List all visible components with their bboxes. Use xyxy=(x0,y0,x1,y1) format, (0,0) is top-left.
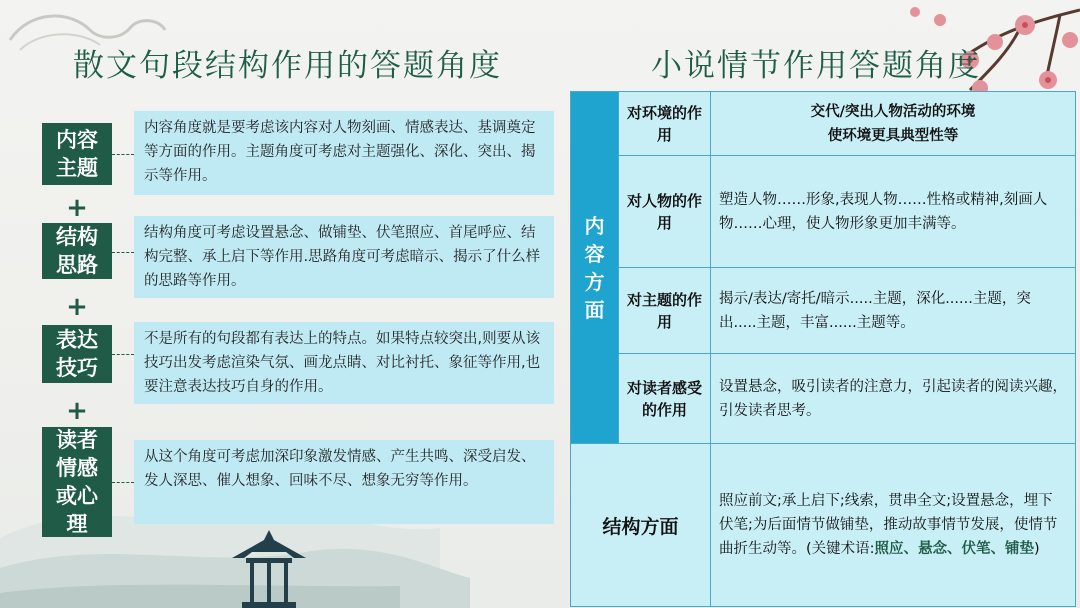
structure-category-label: 结构方面 xyxy=(602,515,679,538)
sub-label: 对读者感受的作用 xyxy=(626,378,702,419)
content-cell xyxy=(711,156,1076,268)
label-content-theme: 内容主题 xyxy=(42,123,112,185)
sub-cell xyxy=(619,92,711,156)
table-row xyxy=(571,268,1076,354)
plus-sign: + xyxy=(66,396,88,426)
content-category-label: 内容方面 xyxy=(584,213,605,322)
table-row xyxy=(571,92,1076,156)
pavilion-silhouette xyxy=(224,528,314,608)
structure-closing: ) xyxy=(1034,541,1040,557)
sub-label: 对环境的作用 xyxy=(626,103,702,144)
plus-sign: + xyxy=(66,292,88,322)
content-text: 塑造人物……形象,表现人物……性格或精神,刻画人物……心理，使人物形象更加丰满等。 xyxy=(719,191,1048,232)
content-text: 交代/突出人物活动的环境 使环境更具典型性等 xyxy=(810,103,976,144)
sub-label: 对人物的作用 xyxy=(626,191,702,232)
connector-line xyxy=(112,154,134,155)
table-row xyxy=(571,444,1076,607)
label-structure-thought: 结构思路 xyxy=(42,223,112,279)
desc-expression-technique: 不是所有的句段都有表达上的特点。如果特点较突出,则要从该技巧出发考虑渲染气氛、画龙点睛、对比衬托、象征等作用,也要注意表达技巧自身的作用。 xyxy=(134,322,554,404)
content-category-cell xyxy=(571,92,619,444)
left-panel-title: 散文句段结构作用的答题角度 xyxy=(73,48,502,84)
content-cell xyxy=(711,92,1076,156)
sub-cell xyxy=(619,354,711,444)
structure-content-text: 照应前文;承上启下;线索，贯串全文;设置悬念，埋下伏笔;为后面情节做铺垫，推动故事情节发展，使情节曲折生动等。(关键术语: xyxy=(719,493,1058,557)
content-text: 设置悬念，吸引读者的注意力，引起读者的阅读兴趣，引发读者思考。 xyxy=(719,378,1067,419)
content-cell xyxy=(711,354,1076,444)
table-row xyxy=(571,156,1076,268)
table-row xyxy=(571,354,1076,444)
desc-content-theme: 内容角度就是要考虑该内容对人物刻画、情感表达、基调奠定等方面的作用。主题角度可考虑对主题强化、深化、突出、揭示等作用。 xyxy=(134,111,554,195)
content-cell xyxy=(711,268,1076,354)
structure-content xyxy=(711,489,1075,561)
plus-sign: + xyxy=(66,193,88,223)
connector-line xyxy=(112,482,134,483)
label-reader-emotion: 读者情感或心理 xyxy=(42,427,112,537)
sub-cell xyxy=(619,268,711,354)
sub-cell xyxy=(619,156,711,268)
structure-category-cell xyxy=(571,444,711,607)
right-panel-title: 小说情节作用答题角度 xyxy=(651,48,981,84)
plot-function-table xyxy=(570,91,1076,607)
structure-keywords: 照应、悬念、伏笔、铺垫 xyxy=(874,541,1035,557)
content-text: 揭示/表达/寄托/暗示.....主题，深化......主题，突出.....主题，丰富......主题等。 xyxy=(719,290,1031,331)
sub-label: 对主题的作用 xyxy=(626,290,702,331)
connector-line xyxy=(112,252,134,253)
label-expression-technique: 表达技巧 xyxy=(42,325,112,383)
connector-line xyxy=(112,354,134,355)
desc-structure-thought: 结构角度可考虑设置悬念、做铺垫、伏笔照应、首尾呼应、结构完整、承上启下等作用.思路角度可考虑暗示、揭示了什么样的思路等作用。 xyxy=(134,216,554,298)
content-cell xyxy=(711,444,1076,607)
desc-reader-emotion: 从这个角度可考虑加深印象激发情感、产生共鸣、深受启发、发人深思、催人想象、回味不尽、想象无穷等作用。 xyxy=(134,440,554,524)
